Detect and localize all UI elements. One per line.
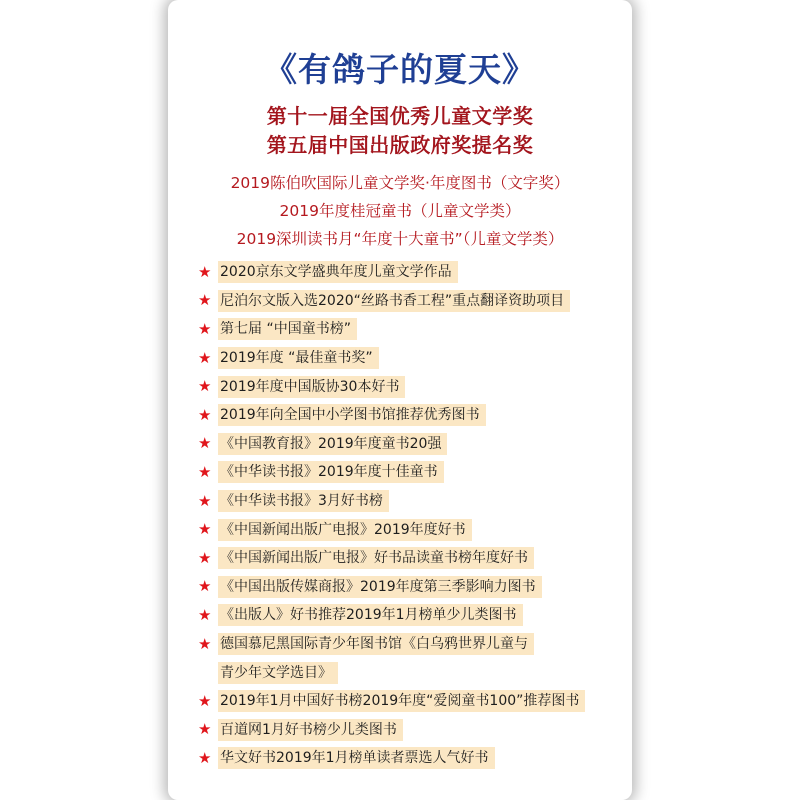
list-item-text: 尼泊尔文版入选2020“丝路书香工程”重点翻译资助项目: [218, 290, 570, 312]
star-icon: ★: [198, 348, 212, 367]
list-item: [198, 487, 628, 516]
list-item: [198, 658, 628, 687]
list-item-text: 2019年向全国中小学图书馆推荐优秀图书: [218, 404, 486, 426]
list-item: [198, 687, 628, 716]
star-icon: ★: [198, 748, 212, 767]
list-item-text: 《出版人》好书推荐2019年1月榜单少儿类图书: [218, 604, 523, 626]
list-item: [198, 544, 628, 573]
list-item-text: 2019年1月中国好书榜2019年度“爱阅童书100”推荐图书: [218, 690, 585, 712]
list-item: [198, 630, 628, 659]
minor-award-3: 2019深圳读书月“年度十大童书”（儿童文学类）: [236, 230, 564, 248]
star-icon: ★: [198, 605, 212, 624]
list-item: [198, 716, 628, 745]
list-item-text: 《中国新闻出版广电报》好书品读童书榜年度好书: [218, 547, 534, 569]
star-icon: ★: [198, 520, 212, 539]
star-icon: ★: [198, 462, 212, 481]
minor-award-1: 2019陈伯吹国际儿童文学奖·年度图书（文字奖）: [230, 174, 570, 192]
list-item-text: 德国慕尼黑国际青少年图书馆《白乌鸦世界儿童与: [218, 633, 534, 655]
list-item-text: 华文好书2019年1月榜单读者票选人气好书: [218, 747, 495, 769]
list-item: [198, 401, 628, 430]
list-item: [198, 744, 628, 773]
list-item-text: 《中国教育报》2019年度童书20强: [218, 433, 447, 455]
list-item: [198, 344, 628, 373]
list-item-text: 2019年度中国版协30本好书: [218, 376, 405, 398]
list-item: [198, 458, 628, 487]
book-title: 《有鸽子的夏天》: [264, 50, 536, 89]
list-item-text: 2019年度 “最佳童书奖”: [218, 347, 379, 369]
star-icon: ★: [198, 720, 212, 739]
star-icon: ★: [198, 634, 212, 653]
star-icon: ★: [198, 491, 212, 510]
star-icon: ★: [198, 691, 212, 710]
star-icon: ★: [198, 405, 212, 424]
list-item: [198, 258, 628, 287]
list-item-text: 2020京东文学盛典年度儿童文学作品: [218, 261, 458, 283]
list-item-text: 《中华读书报》2019年度十佳童书: [218, 461, 444, 483]
list-item: [198, 287, 628, 316]
list-item: [198, 372, 628, 401]
star-icon: ★: [198, 577, 212, 596]
list-item-text: 《中国新闻出版广电报》2019年度好书: [218, 519, 472, 541]
list-item: [198, 601, 628, 630]
list-item-text: 《中华读书报》3月好书榜: [218, 490, 389, 512]
star-icon: ★: [198, 291, 212, 310]
list-item: [198, 515, 628, 544]
major-award-2: 第五届中国出版政府奖提名奖: [266, 133, 534, 157]
star-icon: ★: [198, 377, 212, 396]
star-icon: ★: [198, 319, 212, 338]
star-icon: ★: [198, 434, 212, 453]
list-item: [198, 430, 628, 459]
list-item-text: 百道网1月好书榜少儿类图书: [218, 719, 403, 741]
honor-list: [198, 258, 628, 773]
list-item: [198, 315, 628, 344]
major-award-1: 第十一届全国优秀儿童文学奖: [266, 104, 534, 128]
list-item-text: 《中国出版传媒商报》2019年度第三季影响力图书: [218, 576, 542, 598]
minor-award-2: 2019年度桂冠童书（儿童文学类）: [279, 202, 521, 220]
list-item: [198, 573, 628, 602]
list-item-text: 第七届 “中国童书榜”: [218, 318, 357, 340]
list-item-text: 青少年文学选目》: [218, 662, 338, 684]
star-icon: ★: [198, 262, 212, 281]
star-icon: ★: [198, 548, 212, 567]
